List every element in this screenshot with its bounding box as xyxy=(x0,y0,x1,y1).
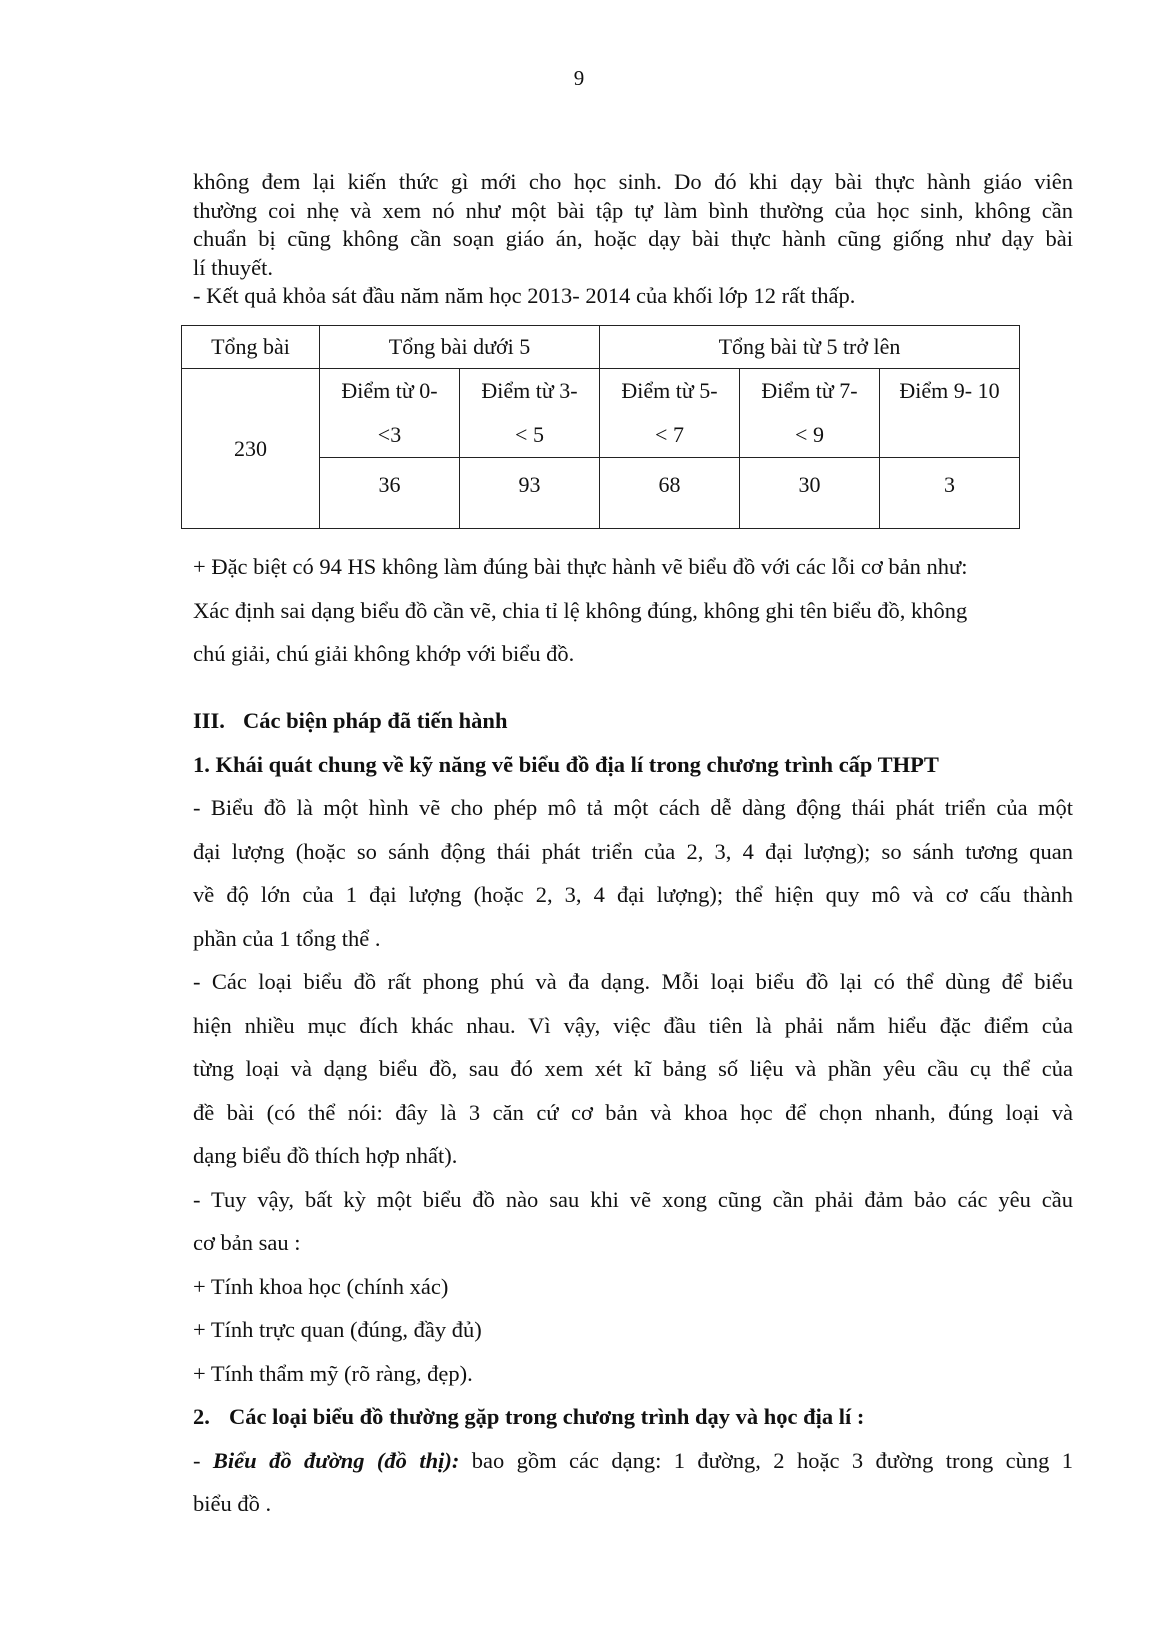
paragraph-line: về độ lớn của 1 đại lượng (hoặc 2, 3, 4 đại lượng); thể hiện quy mô và cơ cấu thành xyxy=(193,882,1073,907)
value-cell: 93 xyxy=(460,458,600,529)
paragraph-line: đại lượng (hoặc so sánh động thái phát triển của 2, 3, 4 đại lượng); so sánh tương quan xyxy=(193,838,1073,864)
note-line: chú giải, chú giải không khớp với biểu đồ. xyxy=(193,641,575,666)
value-cell: 3 xyxy=(880,458,1020,529)
section-heading: III. Các biện pháp đã tiến hành xyxy=(193,708,508,733)
total-value: 230 xyxy=(182,369,320,529)
subheader-cell: Điểm từ 3- < 5 xyxy=(460,369,600,458)
paragraph-line: phần của 1 tổng thể . xyxy=(193,925,381,951)
paragraph-line: - Biểu đồ đường (đồ thị): bao gồm các dạng: 1 đường, 2 hoặc 3 đường trong cùng 1 xyxy=(193,1447,1074,1473)
paragraph-line: đề bài (có thể nói: đây là 3 căn cứ cơ bản và khoa học để chọn nhanh, đúng loại và xyxy=(193,1099,1073,1125)
requirement-item: + Tính khoa học (chính xác) xyxy=(193,1273,449,1299)
header-above-5: Tổng bài từ 5 trở lên xyxy=(600,326,1020,369)
value-cell: 68 xyxy=(600,458,740,529)
subheader-cell: Điểm từ 5- < 7 xyxy=(600,369,740,458)
header-below-5: Tổng bài dưới 5 xyxy=(320,326,600,369)
subsection-heading: 1. Khái quát chung về kỹ năng vẽ biểu đồ địa lí trong chương trình cấp THPT xyxy=(193,751,939,777)
note-paragraph xyxy=(193,545,1073,676)
value-cell: 36 xyxy=(320,458,460,529)
value-cell: 30 xyxy=(740,458,880,529)
requirement-item: + Tính thẩm mỹ (rõ ràng, đẹp). xyxy=(193,1360,473,1386)
note-line: + Đặc biệt có 94 HS không làm đúng bài thực hành vẽ biểu đồ với các lỗi cơ bản như: xyxy=(193,554,968,579)
subheader-cell: Điểm từ 7- < 9 xyxy=(740,369,880,458)
intro-paragraph xyxy=(193,168,1073,311)
paragraph-line: - Tuy vậy, bất kỳ một biểu đồ nào sau khi vẽ xong cũng cần phải đảm bảo các yêu cầu xyxy=(193,1186,1073,1212)
paragraph-line: biểu đồ . xyxy=(193,1491,272,1516)
paragraph-line: hiện nhiều mục đích khác nhau. Vì vậy, việc đầu tiên là phải nắm hiểu đặc điểm của xyxy=(193,1012,1073,1038)
paragraph-line: - Các loại biểu đồ rất phong phú và đa dạng. Mỗi loại biểu đồ lại có thể dùng để biểu xyxy=(193,969,1073,994)
survey-result-line: - Kết quả khỏa sát đầu năm năm học 2013- 2014 của khối lớp 12 rất thấp. xyxy=(193,283,856,308)
paragraph-line: từng loại và dạng biểu đồ, sau đó xem xét kĩ bảng số liệu và phần yêu cầu cụ thể của xyxy=(193,1056,1073,1081)
subheader-cell: Điểm 9- 10 xyxy=(880,369,1020,458)
page-number: 9 xyxy=(573,66,585,90)
paragraph-line: dạng biểu đồ thích hợp nhất). xyxy=(193,1143,458,1168)
requirement-item: + Tính trực quan (đúng, đầy đủ) xyxy=(193,1317,482,1342)
main-body xyxy=(193,699,1073,1526)
header-total: Tổng bài xyxy=(182,326,320,369)
paragraph-line: cơ bản sau : xyxy=(193,1230,301,1255)
note-line: Xác định sai dạng biểu đồ cần vẽ, chia tỉ lệ không đúng, không ghi tên biểu đồ, không xyxy=(193,597,968,623)
paragraph-line: - Biểu đồ là một hình vẽ cho phép mô tả một cách dễ dàng động thái phát triển của một xyxy=(193,795,1073,820)
intro-line: lí thuyết. xyxy=(193,254,273,280)
intro-line: chuẩn bị cũng không cần soạn giáo án, hoặc dạy bài thực hành cũng giống như dạy bài xyxy=(193,226,1073,251)
subheader-cell: Điểm từ 0- <3 xyxy=(320,369,460,458)
results-table xyxy=(181,325,1020,529)
term-label: Biểu đồ đường (đồ thị): xyxy=(212,1447,460,1473)
intro-line: thường coi nhẹ và xem nó như một bài tập tự làm bình thường của học sinh, không cần xyxy=(193,197,1073,223)
subsection-heading: 2. Các loại biểu đồ thường gặp trong chương trình dạy và học địa lí : xyxy=(193,1404,865,1429)
intro-line: không đem lại kiến thức gì mới cho học sinh. Do đó khi dạy bài thực hành giáo viên xyxy=(193,169,1073,194)
